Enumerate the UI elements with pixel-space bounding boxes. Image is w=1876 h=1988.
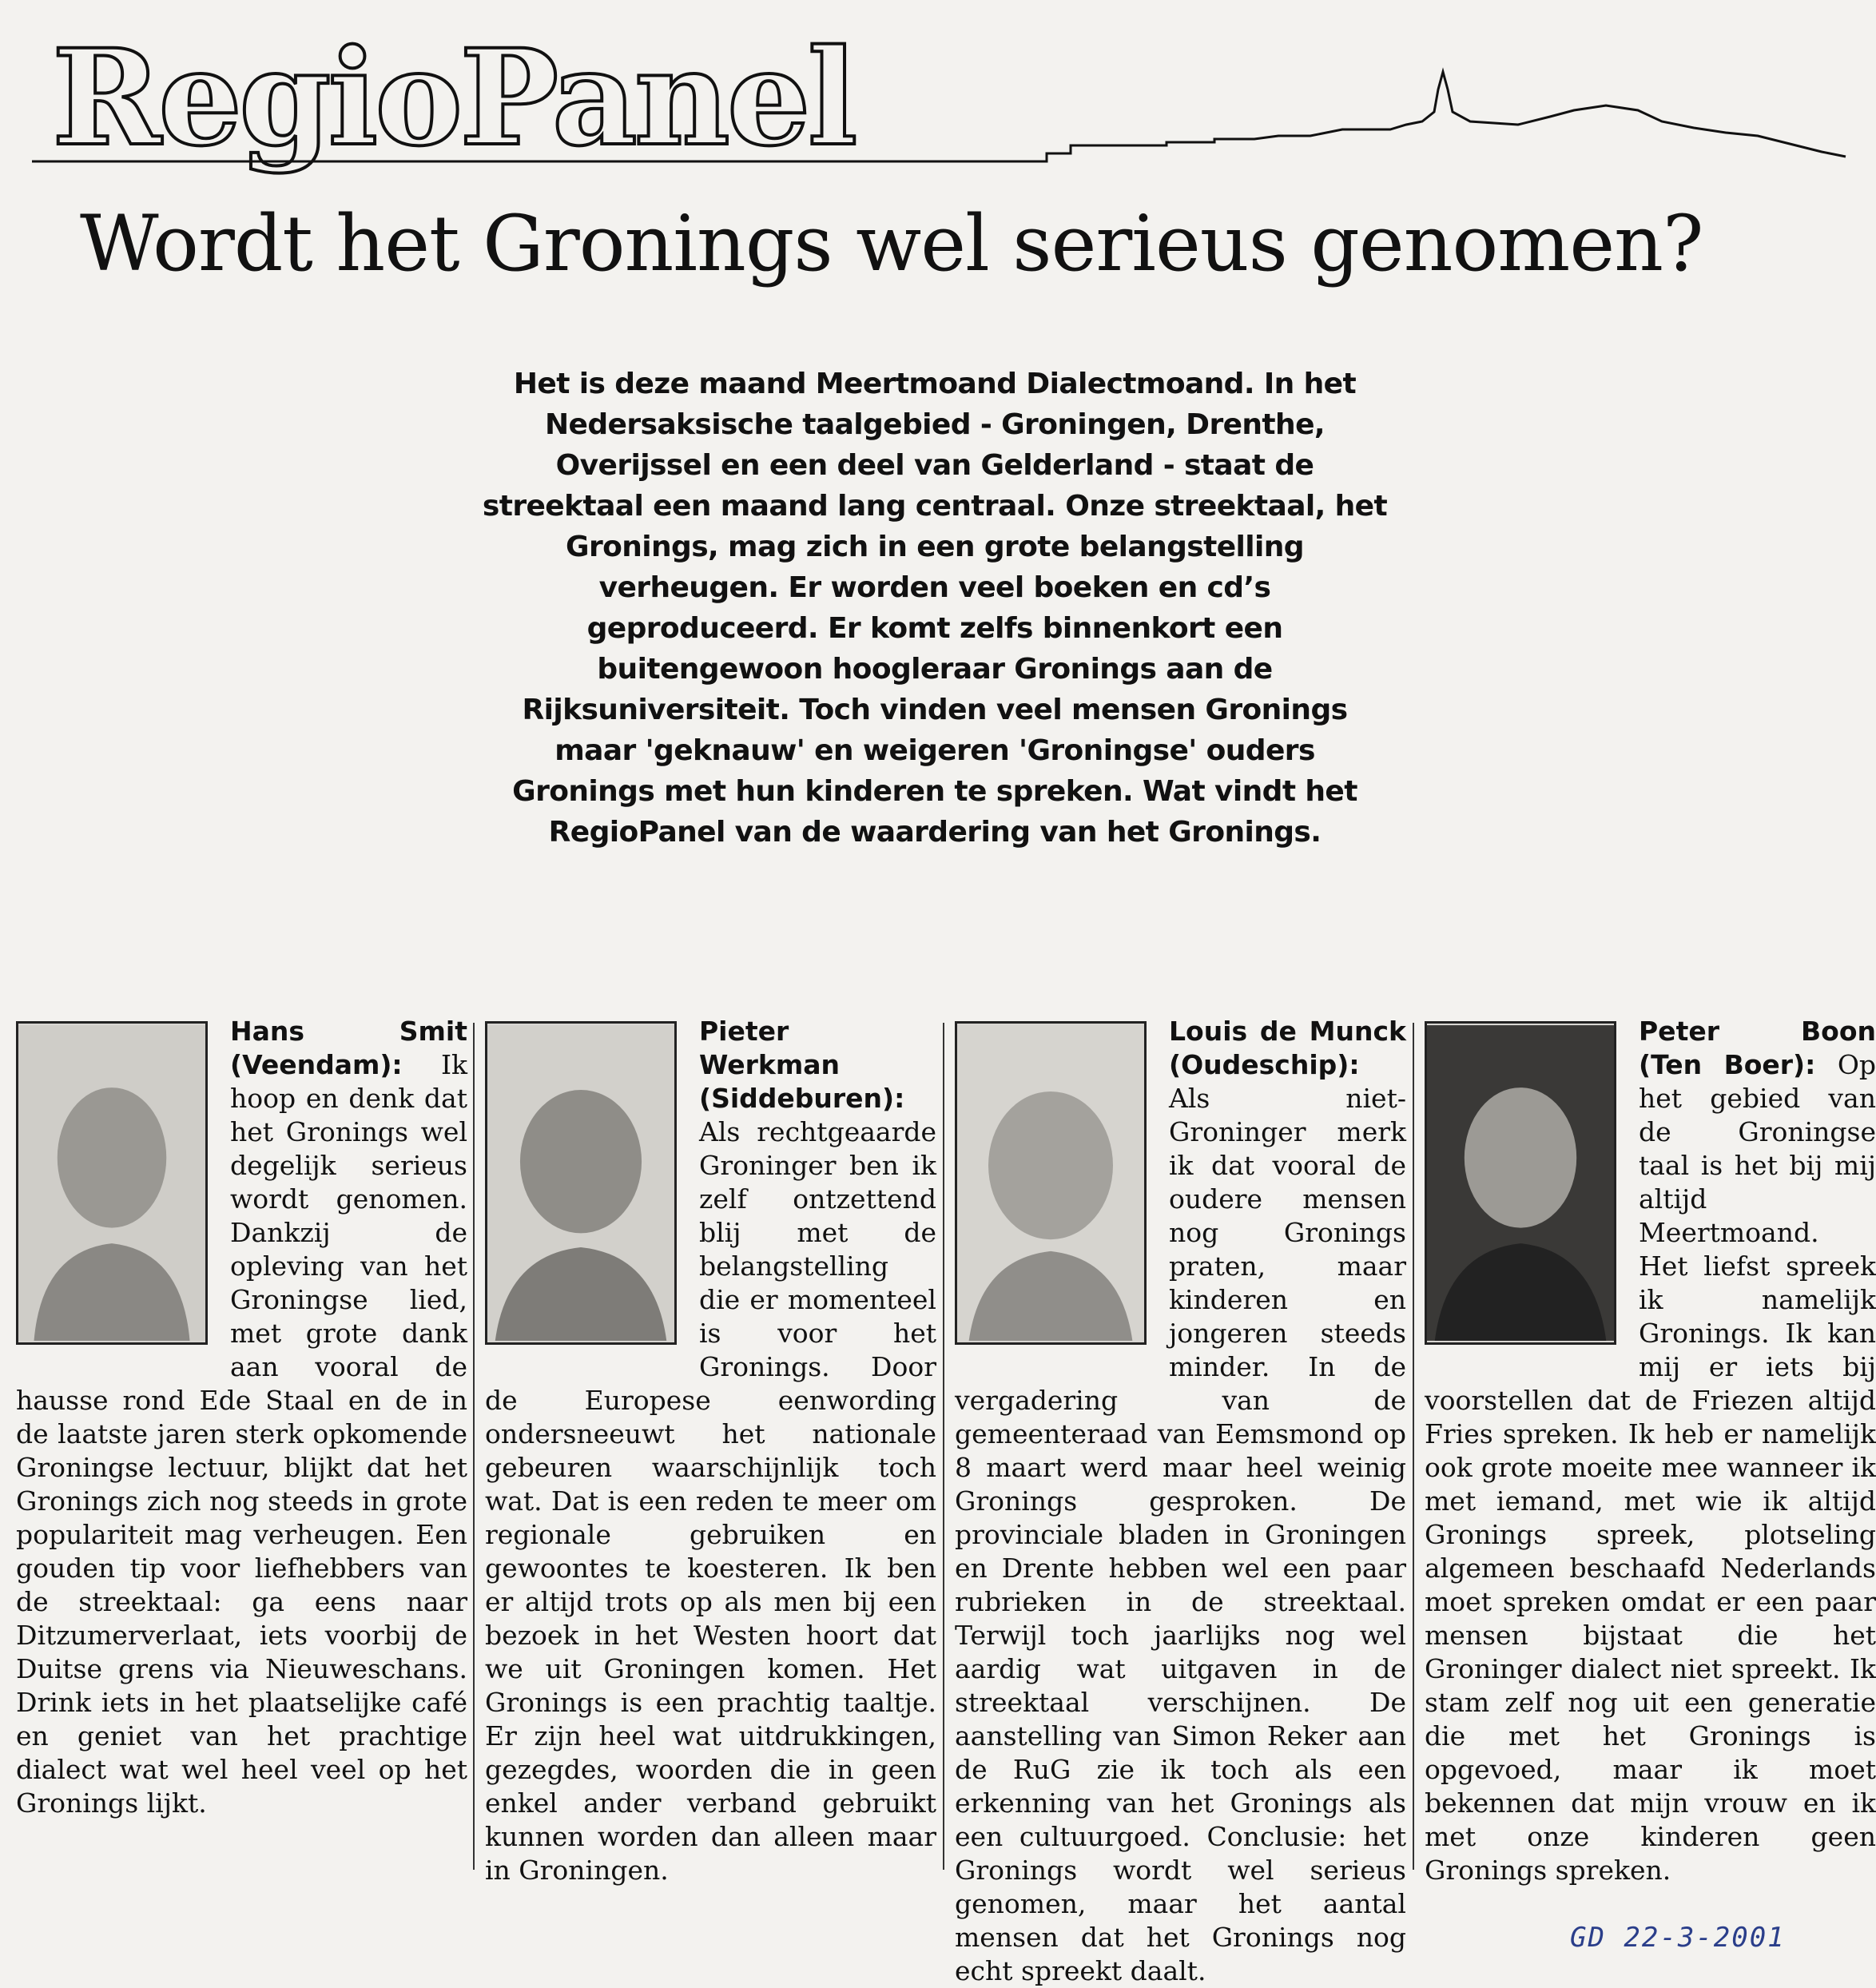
portrait-photo <box>955 1021 1147 1345</box>
portrait-figure <box>18 1024 205 1342</box>
column-divider <box>943 1023 944 1870</box>
portrait-photo <box>485 1021 677 1345</box>
panelist-quote: Ik hoop en denk dat het Gronings wel degelijk serieus wordt genomen. Dankzij de opleving van het Groningse lied, met grote dank aan vooral de hausse rond Ede Staal en de in de laatste jaren sterk opkomende Groningse lectuur, blijkt dat het Gronings zich nog steeds in grote populariteit mag verheugen. Een gouden tip voor liefhebbers van de streektaal: ga eens naar Ditzumerverlaat, iets voorbij de Duitse grens via Nieuweschans. Drink iets in het plaatselijke café en geniet van het prachtige dialect wat wel heel veel op het Gronings lijkt. <box>16 1049 467 1819</box>
panelist-column-4 <box>1425 1015 1876 1926</box>
panelist-column-2 <box>485 1015 936 1926</box>
column-divider <box>1413 1023 1414 1870</box>
panelist-name: Hans Smit (Veendam): <box>230 1016 467 1080</box>
panelist-quote: Als niet-Groninger merk ik dat vooral de oudere mensen nog Gronings praten, maar kinderen en jongeren steeds minder. In de vergadering van de gemeenteraad van Eemsmond op 8 maart werd maar heel weinig Gronings gesproken. De provinciale bladen in Groningen en Drente hebben wel een paar rubrieken in de streektaal. Terwijl toch jaarlijks nog wel aardig wat uitgaven in de streektaal verschijnen. De aanstelling van Simon Reker aan de RuG zie ik toch als een erkenning van het Gronings als een cultuurgoed. Conclusie: het Gronings wordt wel serieus genomen, maar het aantal mensen dat het Gronings nog echt spreekt daalt. <box>955 1083 1406 1986</box>
panelist-column-3 <box>955 1015 1406 1986</box>
portrait-figure <box>487 1024 674 1342</box>
article-intro: Het is deze maand Meertmoand Dialectmoand. In het Nedersaksische taalgebied - Groningen, Drenthe, Overijssel en een deel van Gelderland - staat de streektaal een maand lang centraal. Onze streektaal, het Gronings, mag zich in een grote belangstelling verheugen. Er worden veel boeken en cd’s geproduceerd. Er komt zelfs binnenkort een buitengewoon hoogleraar Gronings aan de Rijksuniversiteit. Toch vinden veel mensen Gronings maar 'geknauw' en weigeren 'Groningse' ouders Gronings met hun kinderen te spreken. Wat vindt het RegioPanel van de waardering van het Gronings. <box>482 368 1388 849</box>
portrait-figure <box>1427 1024 1614 1342</box>
panelist-name: Louis de Munck (Oudeschip): <box>1169 1016 1406 1080</box>
portrait-photo <box>1425 1021 1616 1345</box>
panelist-quote: Als rechtgeaarde Groninger ben ik zelf ontzettend blij met de belangstelling die er momenteel is voor het Gronings. Door de Europese eenwording ondersneeuwt het nationale gebeuren waarschijnlijk toch wat. Dat is een reden te meer om regionale gebruiken en gewoontes te koesteren. Ik ben er altijd trots op als men bij een bezoek in het Westen hoort dat we uit Groningen komen. Het Gronings is een prachtig taaltje. Er zijn heel wat uitdrukkingen, gezegdes, woorden die in geen enkel ander verband gebruikt kunnen worden dan alleen maar in Groningen. <box>485 1116 936 1886</box>
handwritten-date-note: GD 22-3-2001 <box>1570 1922 1786 1954</box>
column-divider <box>473 1023 475 1870</box>
panelist-column-1 <box>16 1015 467 1926</box>
portrait-figure <box>957 1024 1144 1342</box>
panelist-name: Peter Boon (Ten Boer): <box>1639 1016 1876 1080</box>
panelist-quote: Op het gebied van de Groningse taal is het bij mij altijd Meertmoand. Het liefst spreek ik namelijk Gronings. Ik kan mij er iets bij voorstellen dat de Friezen altijd Fries spreken. Ik heb er namelijk ook grote moeite mee wanneer ik met iemand, met wie ik altijd Gronings spreek, plotseling algemeen beschaafd Nederlands moet spreken omdat er een paar mensen bijstaat die het Groninger dialect niet spreekt. Ik stam zelf nog uit een generatie die met het Gronings is opgevoed, maar ik moet bekennen dat mijn vrouw en ik met onze kinderen geen Gronings spreken. <box>1425 1049 1876 1886</box>
regiopanel-logo: RegioPanel <box>52 20 855 175</box>
article-headline: Wordt het Gronings wel serieus genomen? <box>80 199 1703 288</box>
masthead-graphic <box>32 16 1846 176</box>
masthead <box>32 16 1846 176</box>
panelist-name: Pieter Werkman (Siddeburen): <box>699 1016 905 1114</box>
portrait-photo <box>16 1021 208 1345</box>
